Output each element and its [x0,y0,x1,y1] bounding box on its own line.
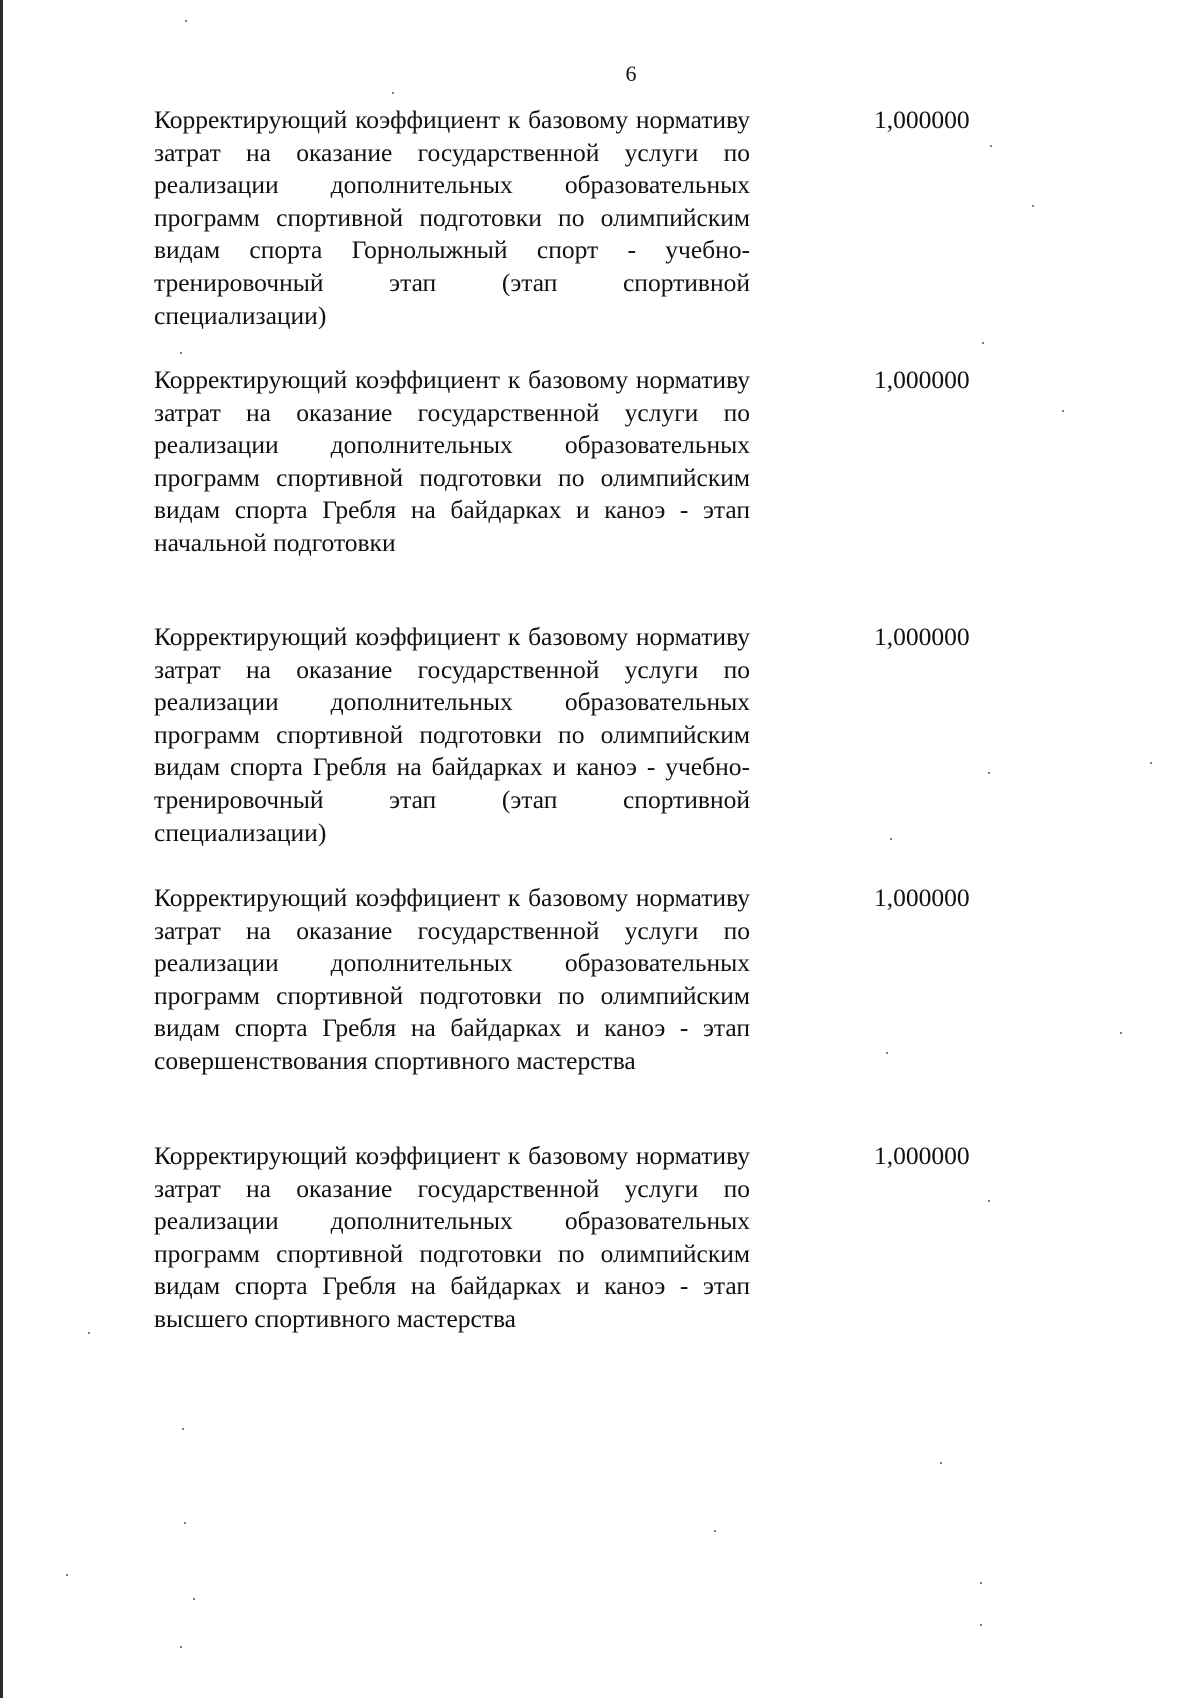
scan-speck [890,838,892,840]
page-number: 6 [625,61,637,86]
coefficient-description: Корректирующий коэффициент к базовому нормативу затрат на оказание государственной услуги по реализации дополнительных образовательных программ спортивной подготовки по олимпийским видам спорта Гребля на байдарках и каноэ - учебно-тренировочный этап (этап спортивной специализации) [154,622,750,847]
coefficient-value: 1,000000 [874,622,970,651]
scan-speck [1150,762,1152,764]
coefficient-value: 1,000000 [874,365,970,394]
scan-speck [66,1574,68,1576]
scan-speck [193,1598,195,1600]
coefficient-description: Корректирующий коэффициент к базовому нормативу затрат на оказание государственной услуги по реализации дополнительных образовательных программ спортивной подготовки по олимпийским видам спорта Горнолыжный спорт - учебно-тренировочный этап (этап спортивной специализации) [154,105,750,330]
scan-speck [392,92,394,94]
scan-speck [988,772,990,774]
scan-speck [982,342,984,344]
scan-speck [182,1428,184,1430]
scan-speck [1120,1032,1122,1034]
scan-edge-line [0,0,3,1698]
scan-speck [990,145,992,147]
scan-speck [988,1200,990,1202]
coefficient-description: Корректирующий коэффициент к базовому нормативу затрат на оказание государственной услуги по реализации дополнительных образовательных программ спортивной подготовки по олимпийским видам спорта Гребля на байдарках и каноэ - этап совершенствования спортивного мастерства [154,883,750,1075]
coefficient-description: Корректирующий коэффициент к базовому нормативу затрат на оказание государственной услуги по реализации дополнительных образовательных программ спортивной подготовки по олимпийским видам спорта Гребля на байдарках и каноэ - этап высшего спортивного мастерства [154,1141,750,1333]
coefficient-description: Корректирующий коэффициент к базовому нормативу затрат на оказание государственной услуги по реализации дополнительных образовательных программ спортивной подготовки по олимпийским видам спорта Гребля на байдарках и каноэ - этап начальной подготовки [154,365,750,557]
scan-speck [980,1624,982,1626]
coefficient-value: 1,000000 [874,883,970,912]
coefficient-value: 1,000000 [874,105,970,134]
scan-speck [1062,410,1064,412]
scan-speck [180,1646,182,1648]
scan-speck [184,1522,186,1524]
scan-speck [714,1530,716,1532]
coefficient-value: 1,000000 [874,1141,970,1170]
scan-speck [1032,205,1034,207]
scan-speck [940,1462,942,1464]
scan-speck [180,352,182,354]
scan-speck [88,1332,90,1334]
scan-speck [980,1582,982,1584]
scan-speck [185,20,187,22]
scan-speck [886,1052,888,1054]
